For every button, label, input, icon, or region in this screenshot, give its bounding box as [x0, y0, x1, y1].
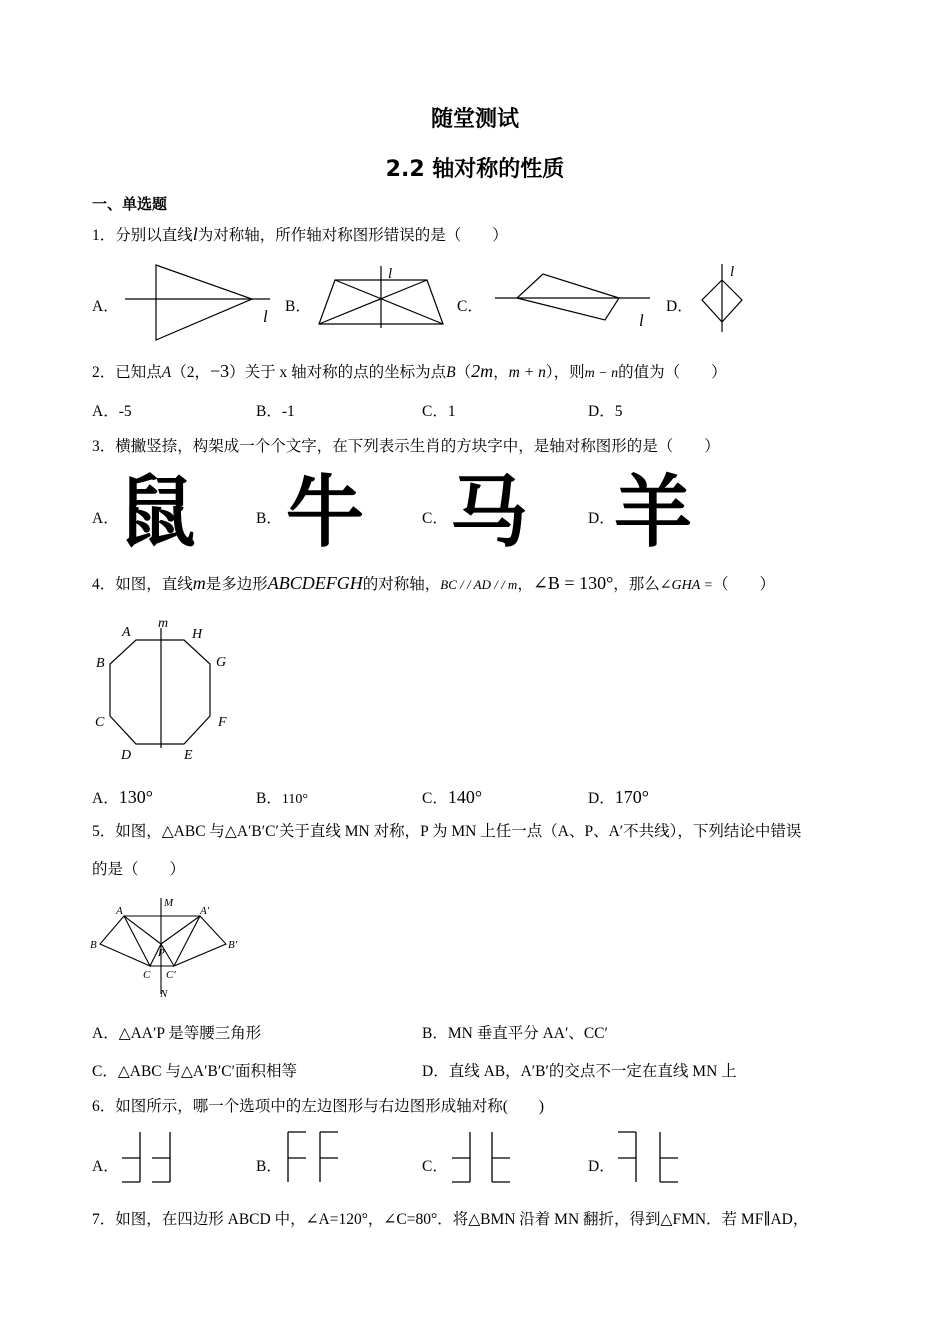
q1-d-line-label: l	[730, 264, 735, 280]
q3-option-c[interactable]: C．	[422, 510, 448, 527]
q5-label-C-prime: C′	[166, 969, 176, 981]
q2-option-c[interactable]: C．1	[422, 403, 456, 420]
q2-comma: ，	[493, 364, 509, 381]
q4-option-b-letter: B．	[256, 790, 282, 807]
q6-figure-b	[284, 1130, 354, 1186]
q5-label-C: C	[143, 969, 151, 981]
q6-option-b[interactable]: B．	[256, 1158, 282, 1175]
q2-text-c: ），则	[545, 364, 585, 381]
q4-angle-b: ∠B = 130°	[532, 573, 614, 593]
q2-option-a[interactable]: A．-5	[92, 403, 132, 420]
q1-a-line-label: l	[263, 307, 268, 326]
q4-parallel: BC / / AD / / m	[440, 577, 518, 592]
page-title: 随堂测试	[430, 107, 519, 132]
q1-c-line-label: l	[639, 311, 644, 330]
q4-option-a-value: 130°	[118, 787, 153, 807]
q4-option-b-value: 110°	[281, 792, 308, 807]
q2-neg3: −3	[210, 361, 230, 381]
q4-option-d-value: 170°	[614, 787, 649, 807]
q6-option-d[interactable]: D．	[588, 1158, 615, 1175]
q4-label-H: H	[192, 627, 203, 642]
question-6: 6．如图所示，哪一个选项中的左边图形与右边图形成轴对称( )	[92, 1098, 545, 1115]
q3-option-a[interactable]: A．	[92, 510, 119, 527]
q4-option-b[interactable]	[256, 786, 308, 808]
q4-m: m	[192, 573, 206, 593]
q4-text-d: ，	[517, 576, 533, 593]
q6-option-a[interactable]: A．	[92, 1158, 119, 1175]
q4-label-E: E	[184, 748, 193, 763]
q5-option-a[interactable]: A．△AA′P 是等腰三角形	[92, 1025, 262, 1042]
q2-point-a: A	[161, 364, 172, 381]
q4-text-b: 是多边形	[205, 576, 268, 593]
q4-text-c: 的对称轴，	[362, 576, 441, 593]
q2-m-plus-n: m + n	[508, 364, 546, 381]
q5-option-d[interactable]: D．直线 AB，A′B′的交点不一定在直线 MN 上	[422, 1063, 737, 1080]
question-4	[92, 573, 775, 596]
q2-coord-b: （	[455, 364, 472, 381]
q5-label-A-prime: A′	[200, 905, 210, 917]
q1-figure-c	[495, 268, 665, 332]
q4-octagon-figure	[92, 616, 242, 766]
q1-figure-d	[694, 262, 754, 334]
q6-figure-a	[118, 1130, 188, 1186]
q1-text: 1．分别以直线	[92, 227, 193, 244]
q2-coord-a: （2，	[171, 364, 210, 381]
q4-label-G: G	[216, 655, 227, 670]
q2-point-b: B	[446, 364, 456, 381]
q5-label-B-prime: B′	[228, 939, 238, 951]
q4-label-m: m	[158, 616, 169, 631]
q1-figure-a	[120, 260, 280, 340]
q6-figure-d	[616, 1130, 686, 1186]
q4-option-d[interactable]	[588, 786, 649, 808]
q5-label-A: A	[116, 905, 123, 917]
q3-option-d[interactable]: D．	[588, 510, 615, 527]
q2-m-minus-n: m − n	[584, 366, 619, 381]
q1-option-c[interactable]: C．	[457, 298, 483, 315]
q5-label-B: B	[90, 939, 97, 951]
q5-reflection-figure	[88, 894, 248, 998]
q4-label-D: D	[121, 748, 132, 763]
q1-b-line-label: l	[388, 266, 393, 282]
q3-char-horse: 马	[450, 468, 529, 558]
question-7: 7．如图，在四边形 ABCD 中，∠A=120°，∠C=80°．将△BMN 沿着 MN 翻折，得到△FMN．若 MF∥AD，	[92, 1211, 809, 1228]
q1-option-b[interactable]: B．	[285, 298, 311, 315]
q4-option-a[interactable]	[92, 786, 153, 808]
page-subtitle: 2.2 轴对称的性质	[385, 157, 565, 182]
q4-polygon-name: ABCDEFGH	[267, 573, 363, 593]
section-heading: 一、单选题	[92, 195, 168, 213]
q1-var: l	[192, 224, 198, 244]
question-1	[92, 224, 508, 246]
q4-text-f: （ ）	[713, 576, 776, 593]
q3-option-b[interactable]: B．	[256, 510, 282, 527]
q4-option-c-value: 140°	[447, 787, 483, 807]
question-3: 3．横撇竖捺，构架成一个个文字，在下列表示生肖的方块字中，是轴对称图形的是（ ）	[92, 438, 720, 455]
q2-option-b[interactable]: B．-1	[256, 403, 295, 420]
q4-label-B: B	[96, 656, 105, 671]
q4-text-e: ，那么	[613, 576, 660, 593]
q4-option-d-letter: D．	[588, 790, 615, 807]
q4-option-c[interactable]	[422, 786, 482, 808]
q4-angle-gha: ∠GHA =	[659, 578, 713, 593]
q5-label-P: P	[158, 947, 165, 959]
q5-label-M: M	[164, 897, 174, 909]
q2-text-b: ）关于 x 轴对称的点的坐标为点	[229, 364, 447, 381]
q5-label-N: N	[160, 988, 168, 1000]
q3-char-rat: 鼠	[118, 468, 197, 558]
q4-text-a: 4．如图，直线	[92, 576, 193, 593]
q3-char-sheep: 羊	[614, 468, 693, 558]
q4-option-a-letter: A．	[92, 790, 119, 807]
q4-label-F: F	[218, 715, 227, 730]
q1-figure-b	[315, 262, 455, 330]
q1-option-a[interactable]: A．	[92, 298, 119, 315]
q2-2m: 2m	[471, 361, 494, 381]
q2-option-d[interactable]: D．5	[588, 403, 623, 420]
q4-label-C: C	[95, 715, 105, 730]
question-5-line-1: 5．如图，△ABC 与△A′B′C′关于直线 MN 对称，P 为 MN 上任一点（A、P、A′不共线），下列结论中错误	[92, 823, 802, 840]
question-2	[92, 361, 727, 384]
q4-option-c-letter: C．	[422, 790, 448, 807]
q6-figure-c	[450, 1130, 520, 1186]
question-5-line-2: 的是（ ）	[92, 861, 186, 878]
q2-text-a: 2．已知点	[92, 364, 162, 381]
q3-char-ox: 牛	[286, 468, 365, 558]
q5-option-b[interactable]: B．MN 垂直平分 AA′、CC′	[422, 1025, 608, 1042]
q4-label-A: A	[122, 625, 131, 640]
q6-option-c[interactable]: C．	[422, 1158, 448, 1175]
q2-text-d: 的值为（ ）	[618, 364, 727, 381]
q1-text-b: 为对称轴，所作轴对称图形错误的是（ ）	[197, 227, 508, 244]
q1-option-d[interactable]: D．	[666, 298, 693, 315]
q5-option-c[interactable]: C．△ABC 与△A′B′C′面积相等	[92, 1063, 297, 1080]
